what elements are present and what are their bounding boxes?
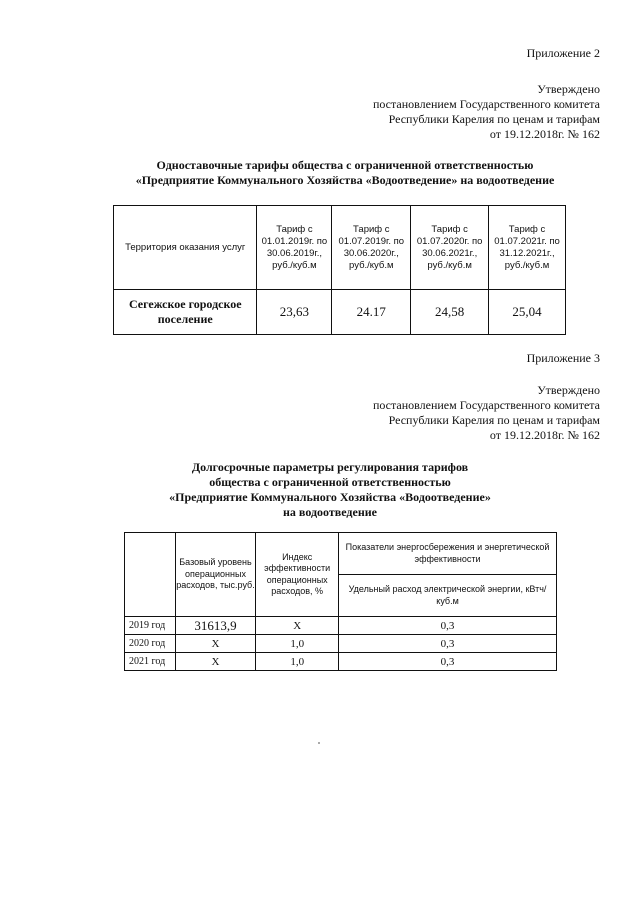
appendix-2-label: Приложение 2 <box>526 46 600 60</box>
header-tariff-1: Тариф с 01.01.2019г. по 30.06.2019г., руб./куб.м <box>257 206 332 290</box>
tariff-value: 24.17 <box>332 290 411 335</box>
tariff-value: 25,04 <box>489 290 566 335</box>
base-cell: 31613,9 <box>175 617 256 635</box>
approval-line: Республики Карелия по ценам и тарифам <box>388 112 600 126</box>
header-efficiency-index: Индекс эффективности операционных расходов, % <box>256 533 339 617</box>
appendix-2-approval <box>373 82 600 142</box>
energy-cell: 0,3 <box>339 635 557 653</box>
scan-speck <box>318 742 320 744</box>
tariff-value: 23,63 <box>257 290 332 335</box>
appendix-3-label: Приложение 3 <box>526 351 600 365</box>
year-cell: 2021 год <box>125 653 176 671</box>
approval-line: постановлением Государственного комитета <box>372 97 600 111</box>
approval-line: Республики Карелия по ценам и тарифам <box>388 413 600 427</box>
year-cell: 2020 год <box>125 635 176 653</box>
title-line: общества с ограниченной ответственностью <box>209 475 451 489</box>
index-cell: 1,0 <box>256 653 339 671</box>
index-cell: Х <box>256 617 339 635</box>
title-line: Одноставочные тарифы общества с ограниченной ответственностью <box>156 158 534 172</box>
tariff-table <box>113 205 566 335</box>
energy-cell: 0,3 <box>339 653 557 671</box>
appendix-3-approval <box>373 383 600 443</box>
tariff-value: 24,58 <box>411 290 489 335</box>
title-line: «Предприятие Коммунального Хозяйства «Водоотведение» на водоотведение <box>135 173 555 187</box>
approval-line: постановлением Государственного комитета <box>372 398 600 412</box>
approval-line: Утверждено <box>537 383 600 397</box>
base-cell: Х <box>175 653 256 671</box>
header-territory: Территория оказания услуг <box>114 206 257 290</box>
parameters-table <box>124 532 557 671</box>
approval-line: Утверждено <box>537 82 600 96</box>
index-cell: 1,0 <box>256 635 339 653</box>
year-cell: 2019 год <box>125 617 176 635</box>
header-tariff-4: Тариф с 01.07.2021г. по 31.12.2021г., руб./куб.м <box>489 206 566 290</box>
title-line: на водоотведение <box>283 505 377 519</box>
appendix-3-title <box>110 460 550 520</box>
header-energy-consumption: Удельный расход электрической энергии, кВтч/куб.м <box>339 575 557 617</box>
energy-cell: 0,3 <box>339 617 557 635</box>
base-cell: Х <box>175 635 256 653</box>
header-base-level: Базовый уровень операционных расходов, тыс.руб. <box>175 533 256 617</box>
approval-line: от 19.12.2018г. № 162 <box>489 127 600 141</box>
header-tariff-3: Тариф с 01.07.2020г. по 30.06.2021г., руб./куб.м <box>411 206 489 290</box>
header-year-empty <box>125 533 176 617</box>
title-line: Долгосрочные параметры регулирования тарифов <box>191 460 469 474</box>
header-tariff-2: Тариф с 01.07.2019г. по 30.06.2020г., руб./куб.м <box>332 206 411 290</box>
title-line: «Предприятие Коммунального Хозяйства «Водоотведение» <box>169 490 491 504</box>
appendix-2-title <box>95 158 595 188</box>
header-energy-group: Показатели энергосбережения и энергетической эффективности <box>339 533 557 575</box>
territory-cell: Сегежское городское поселение <box>114 290 257 335</box>
approval-line: от 19.12.2018г. № 162 <box>489 428 600 442</box>
